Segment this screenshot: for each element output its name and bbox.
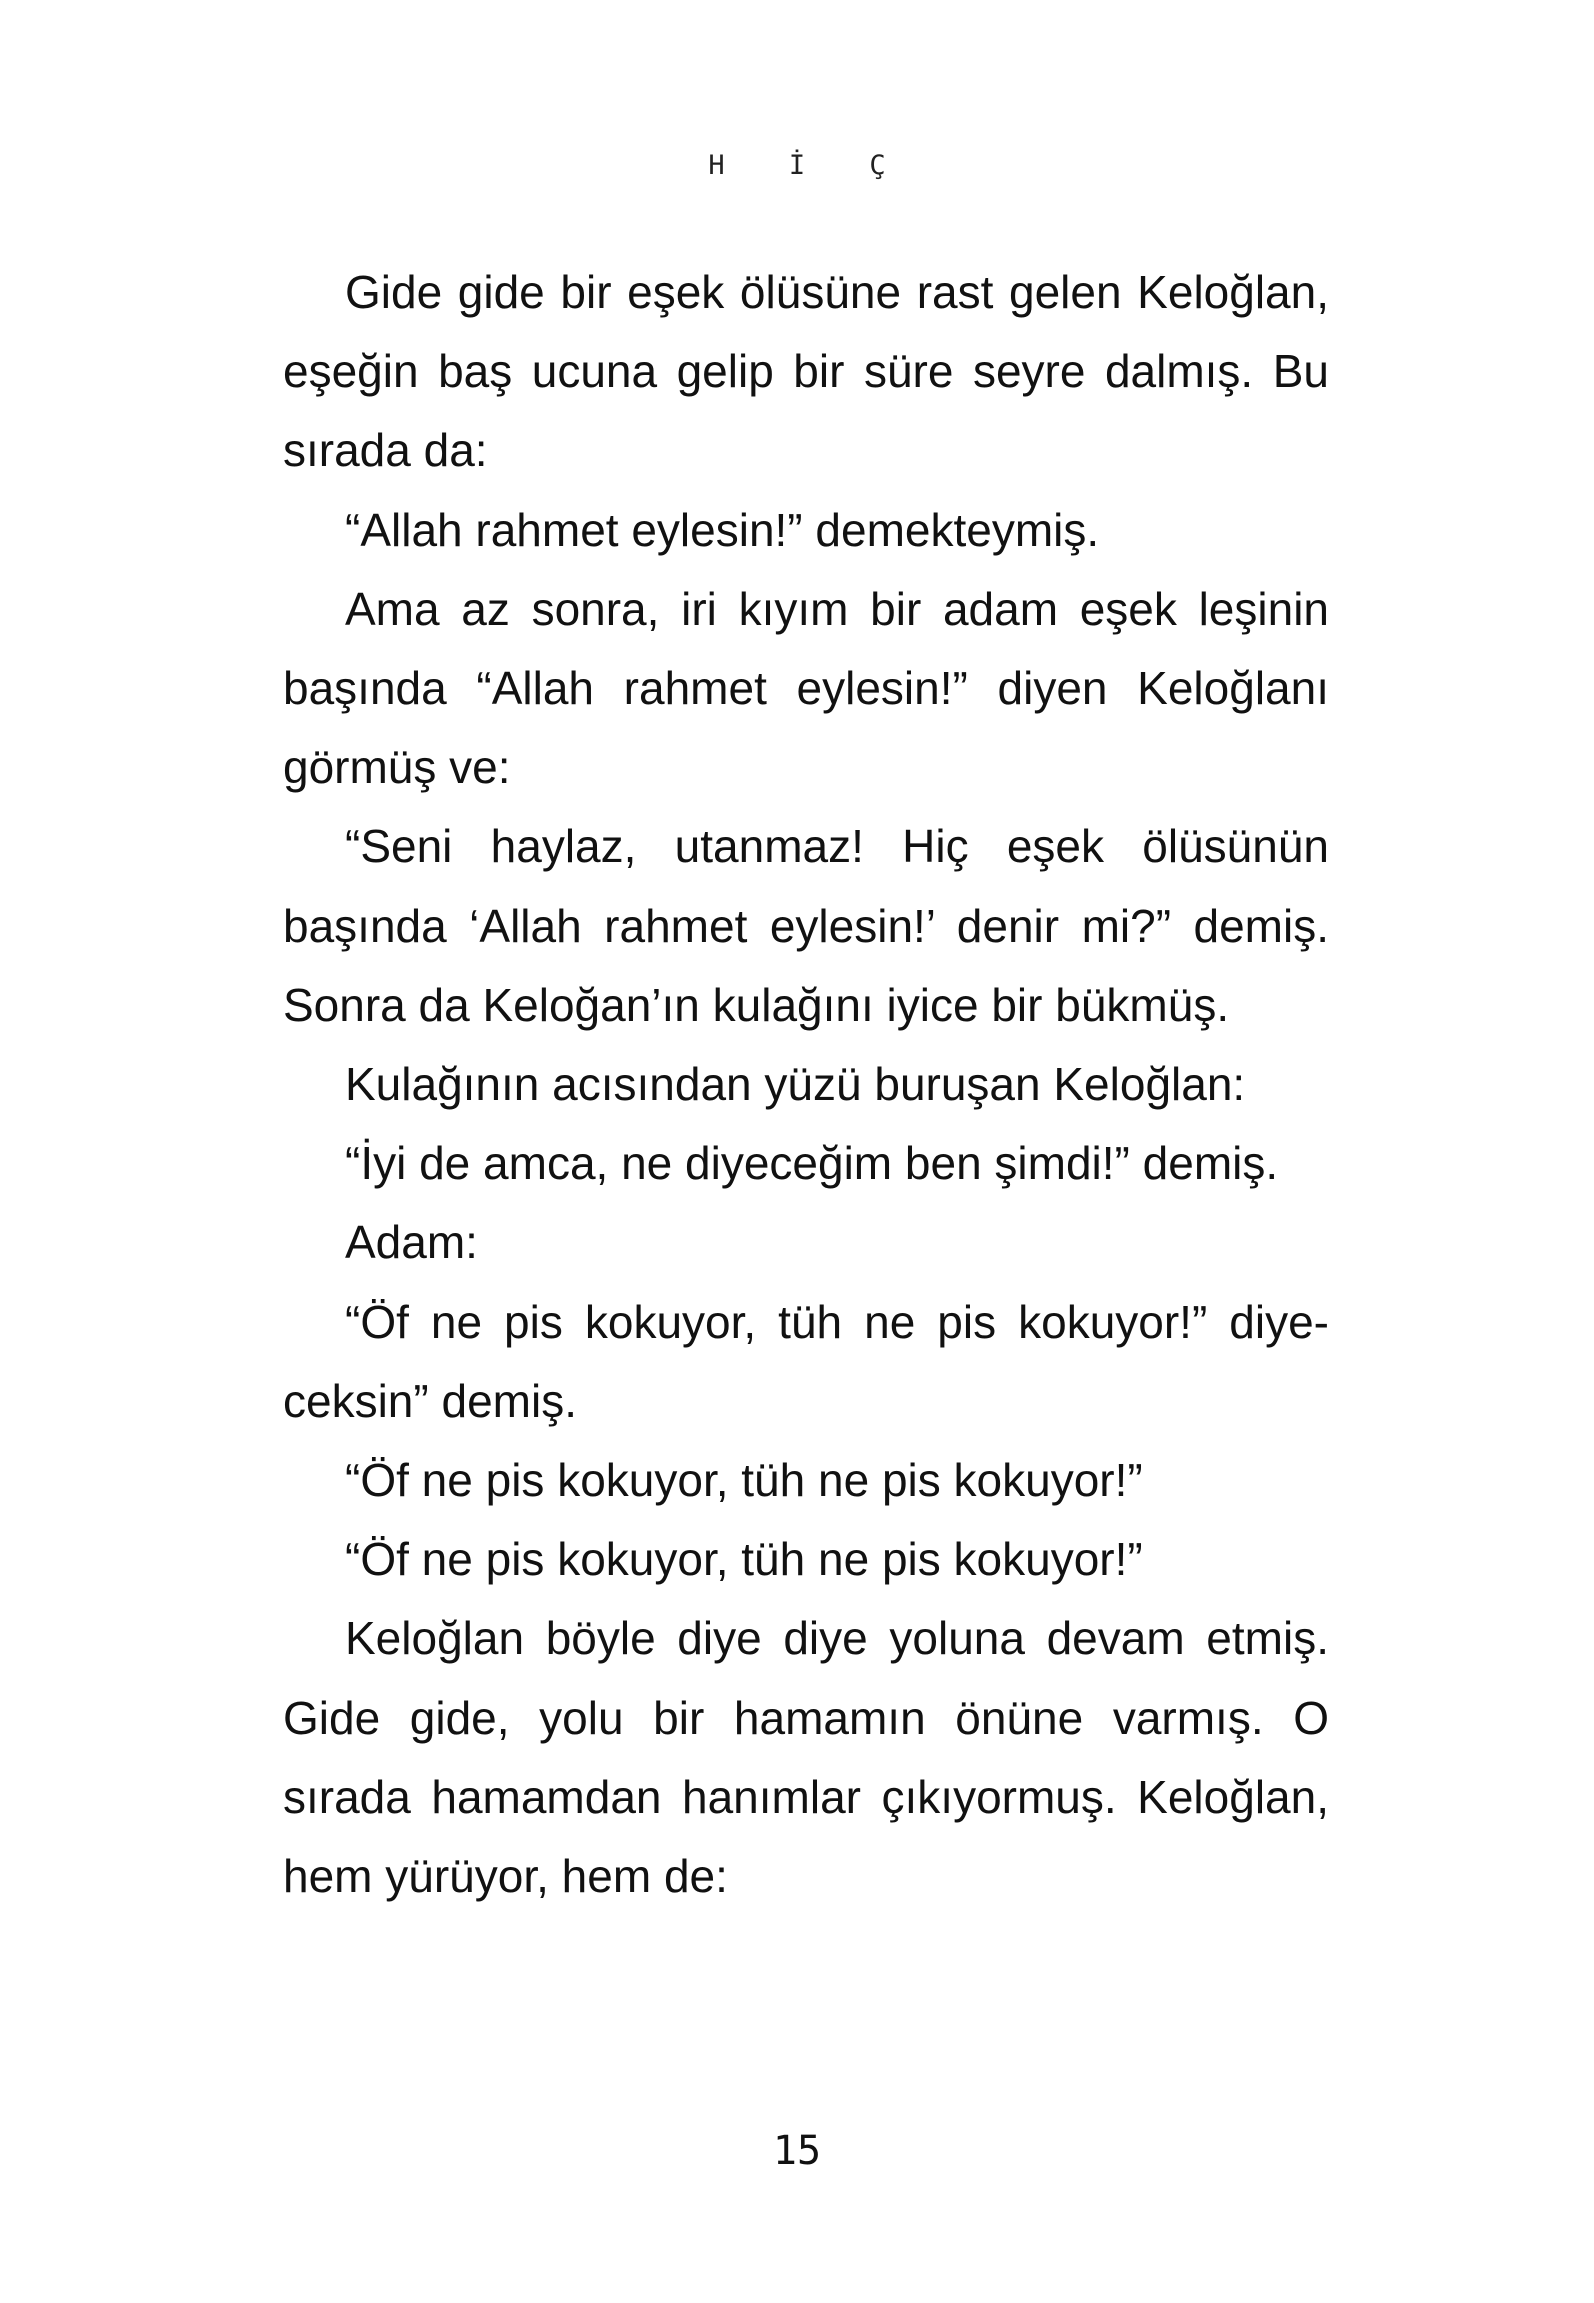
paragraph: “Öf ne pis kokuyor, tüh ne pis kokuyor!” [345,1454,1143,1507]
paragraph: “Allah rahmet eylesin!” demekteymiş. [345,503,1100,556]
paragraph: Keloğlan böyle diye diye yoluna devam etmiş. Gide gide, yolu bir hamamın önüne varmış. O sırada hamamdan hanımlar çıkıyormuş. Keloğlan, hem yürüyor, hem de: [283,1612,1329,1903]
paragraph: “İyi de amca, ne diyeceğim ben şimdi!” demiş. [345,1137,1279,1190]
running-header: H İ Ç [708,150,910,181]
page-number: 15 [772,2128,822,2174]
body-text [283,253,1329,1916]
paragraph: Adam: [345,1216,478,1269]
paragraph: “Seni haylaz, utanmaz! Hiç eşek ölüsünün başında ‘Allah rahmet eylesin!’ denir mi?” demiş. Sonra da Keloğan’ın kulağını iyice bir bükmüş. [283,820,1329,1031]
paragraph: Ama az sonra, iri kıyım bir adam eşek leşinin başında “Allah rahmet eylesin!” diyen Keloğlanı görmüş ve: [283,582,1329,794]
paragraph: Kulağının acısından yüzü buruşan Keloğlan: [345,1058,1246,1111]
paragraph: “Öf ne pis kokuyor, tüh ne pis kokuyor!” diyeceksin” demiş. [283,1295,1329,1427]
paragraph: Gide gide bir eşek ölüsüne rast gelen Keloğlan, eşeğin baş ucuna gelip bir süre seyre dalmış. Bu sırada da: [283,266,1329,477]
paragraph: “Öf ne pis kokuyor, tüh ne pis kokuyor!” [345,1533,1143,1586]
